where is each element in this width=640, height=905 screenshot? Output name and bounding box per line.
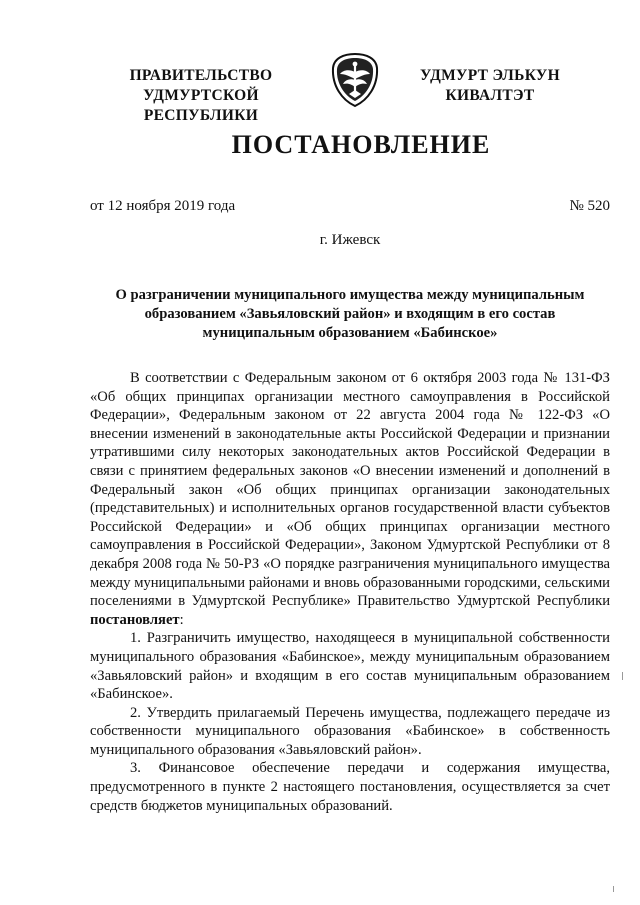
header-left-line2: УДМУРТСКОЙ РЕСПУБЛИКИ bbox=[143, 87, 259, 124]
header-right-line1: УДМУРТ ЭЛЬКУН bbox=[420, 67, 560, 84]
decree-body bbox=[90, 369, 610, 815]
document-title: ПОСТАНОВЛЕНИЕ bbox=[231, 130, 491, 159]
subject-line3: муниципальным образованием «Бабинское» bbox=[202, 325, 498, 341]
header-right-line2: КИВАЛТЭТ bbox=[445, 87, 535, 104]
subject-line1: О разграничении муниципального имущества между муниципальным bbox=[115, 287, 585, 303]
preamble-text: В соответствии с Федеральным законом от 6 октября 2003 года № 131-ФЗ «Об общих принципах организации местного самоуправления в Российской Федерации», Федеральным законом от 22 августа 2004 года № 122-ФЗ «О внесении изменений в законодательные акты Российской Федерации и признании утратившими силу некоторых законодательных актов Российской Федерации в связи с принятием федеральных законов «О внесении изменений и дополнений в Федеральный закон «Об общих принципах организации законодательных (представительных) и исполнительных органов государственной власти субъектов Российской Федерации» и «Об общих принципах организации местного самоуправления в Российской Федерации», Законом Удмуртской Республики от 8 декабря 2008 года № 50-РЗ «О порядке разграничения муниципального имущества между муниципальными районами и вновь образованными городскими, сельскими поселениями в Удмуртской Республике» Правительство Удмуртской Республики bbox=[90, 370, 610, 610]
decree-date: от 12 ноября 2019 года bbox=[90, 198, 236, 214]
subject-line2: образованием «Завьяловский район» и входящим в его состав bbox=[144, 306, 556, 322]
coat-of-arms-icon bbox=[330, 52, 380, 108]
decree-subject bbox=[90, 286, 610, 343]
header-left bbox=[86, 66, 316, 126]
item-2: 2. Утвердить прилагаемый Перечень имущества, подлежащего передаче из собственности муниципального образования «Бабинское» в собственность муниципального образования «Завьяловский район». bbox=[90, 704, 610, 758]
item-1: 1. Разграничить имущество, находящееся в муниципальной собственности муниципального образования «Бабинское», между муниципальным образованием «Завьяловский район» и входящим в его состав муниципальным образованием «Бабинское». bbox=[90, 630, 610, 703]
scan-mark bbox=[622, 672, 623, 680]
decree-city: г. Ижевск bbox=[319, 232, 381, 248]
decree-number: № 520 bbox=[569, 198, 610, 214]
preamble-paragraph bbox=[90, 369, 610, 629]
decree-colon: : bbox=[179, 611, 184, 628]
header-left-line1: ПРАВИТЕЛЬСТВО bbox=[129, 67, 273, 84]
decree-word: постановляет bbox=[90, 611, 180, 628]
scan-mark bbox=[613, 886, 614, 892]
header-right bbox=[420, 66, 560, 106]
item-3: 3. Финансовое обеспечение передачи и содержания имущества, предусмотренного в пункте 2 настоящего постановления, осуществляется за счет средств бюджетов муниципальных образований. bbox=[90, 760, 610, 814]
